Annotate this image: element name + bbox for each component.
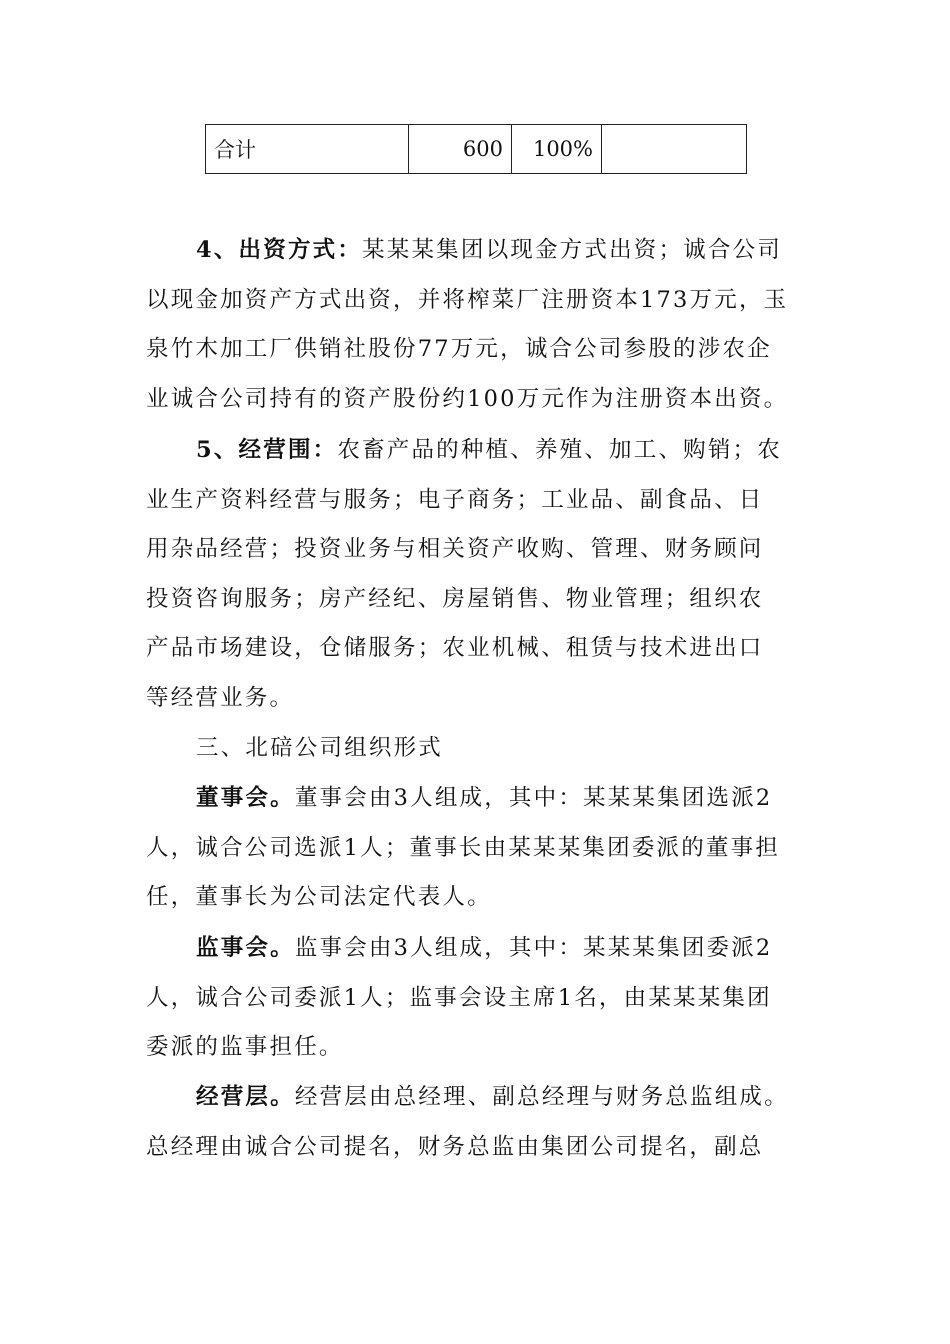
capital-method-heading: 4、出资方式：: [196, 237, 363, 263]
paragraph-line: 某某某集团以现金方式出资；诚合公司: [362, 237, 782, 263]
paragraph-line: 业诚合公司持有的资产股份约100万元作为注册资本出资。: [146, 385, 789, 412]
paragraph-line: 委派的监事担任。: [146, 1034, 344, 1061]
business-scope-paragraph: [146, 426, 810, 724]
management-heading: 经营层。: [196, 1084, 295, 1110]
paragraph-line: 经营层由总经理、副总经理与财务总监组成。: [294, 1084, 789, 1110]
paragraph-line: 人，诚合公司委派1人；监事会设主席1名，由某某某集团: [146, 984, 772, 1011]
paragraph-line: 产品市场建设，仓储服务；农业机械、租赁与技术进出口: [146, 635, 764, 662]
board-heading: 董事会。: [196, 785, 295, 811]
paragraph-line: 总经理由诚合公司提名，财务总监由集团公司提名，副总: [146, 1133, 764, 1160]
table-row: [206, 125, 747, 174]
org-form-section-title: 三、北碚公司组织形式: [196, 735, 444, 761]
paragraph-line: 投资咨询服务；房产经纪、房屋销售、物业管理；组织农: [146, 585, 764, 612]
paragraph-line: 监事会由3人组成，其中：某某某集团委派2: [294, 935, 773, 961]
capital-method-paragraph: [146, 226, 810, 424]
paragraph-line: 泉竹木加工厂供销社股份77万元，诚合公司参股的涉农企: [146, 336, 772, 363]
business-scope-heading: 5、经营围：: [196, 437, 338, 463]
total-amount-cell: 600: [409, 125, 512, 174]
supervisors-heading: 监事会。: [196, 935, 295, 961]
management-paragraph: [146, 1073, 810, 1172]
paragraph-line: 农畜产品的种植、养殖、加工、购销；农: [337, 437, 782, 463]
board-paragraph: [146, 774, 810, 923]
paragraph-line: 用杂品经营；投资业务与相关资产收购、管理、财务顾问: [146, 536, 764, 563]
paragraph-line: 任，董事长为公司法定代表人。: [146, 884, 492, 911]
total-percent-cell: 100%: [512, 125, 602, 174]
paragraph-line: 业生产资料经营与服务；电子商务；工业品、副食品、日: [146, 486, 764, 513]
paragraph-line: 人，诚合公司选派1人；董事长由某某某集团委派的董事担: [146, 834, 781, 861]
total-note-cell: [602, 125, 747, 174]
supervisors-paragraph: [146, 924, 810, 1073]
paragraph-line: 以现金加资产方式出资，并将榨菜厂注册资本173万元，玉: [146, 286, 789, 313]
paragraph-line: 等经营业务。: [146, 684, 295, 711]
capital-total-table: [205, 124, 747, 174]
paragraph-line: 董事会由3人组成，其中：某某某集团选派2: [294, 785, 773, 811]
total-label-cell: 合计: [206, 125, 409, 174]
